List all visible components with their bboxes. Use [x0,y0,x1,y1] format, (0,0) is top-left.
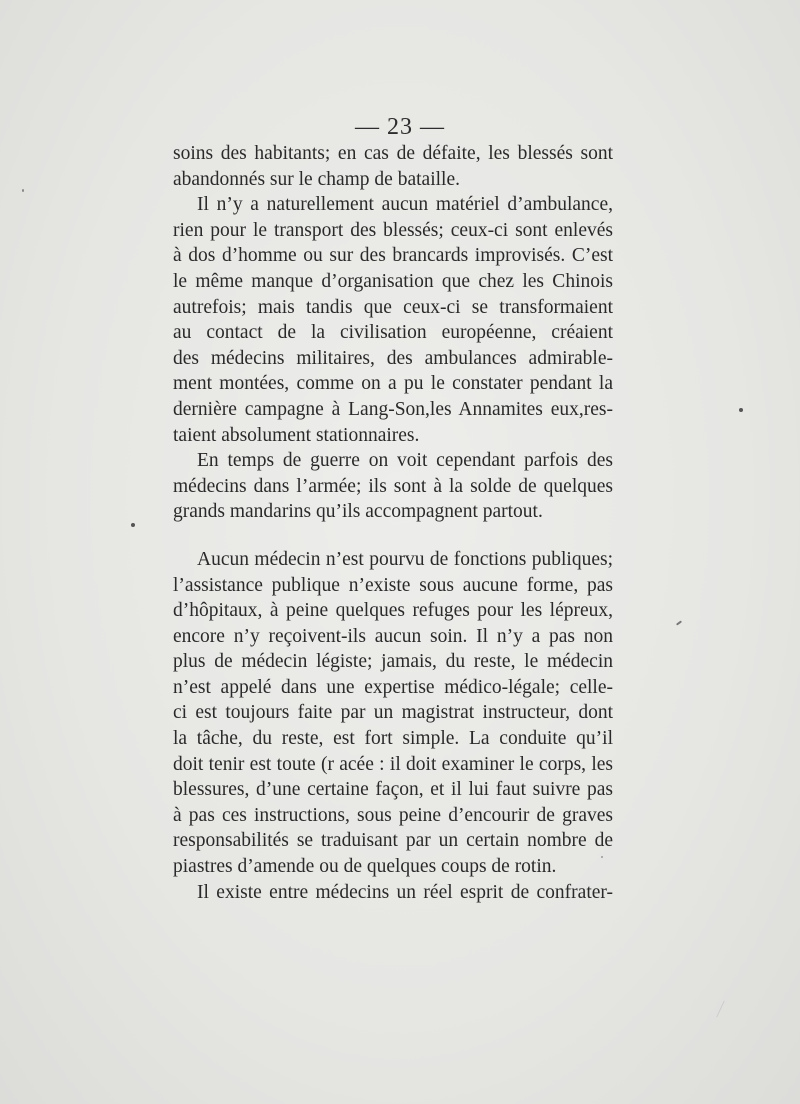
text-line: Aucun médecin n’est pourvu de fonctions publiques; [197,548,613,570]
text-line: autrefois; mais tandis que ceux-ci se transformaient [173,296,613,318]
text-line: la tâche, du reste, est fort simple. La conduite qu’il [173,728,613,750]
text-line: soins des habitants; en cas de défaite, les blessés sont [173,143,613,164]
text-line: n’est appelé dans une expertise médico-légale; celle- [173,676,613,698]
text-line: Il existe entre médecins un réel esprit de confrater- [197,881,613,903]
text-line: abandonnés sur le champ de bataille. [173,168,460,190]
text-line: plus de médecin légiste; jamais, du reste, le médecin [173,651,613,673]
text-line: à pas ces instructions, sous peine d’encourir de graves [173,804,613,826]
text-line: des médecins militaires, des ambulances admirable- [173,347,613,369]
paragraph-3 [173,448,613,525]
text-line: l’assistance publique n’existe sous aucune forme, pas [173,574,613,596]
paragraph-5 [173,880,613,906]
text-line: dernière campagne à Lang-Son,les Annamites eux,res- [173,398,613,420]
text-line: à dos d’homme ou sur des brancards improvisés. C’est [173,245,613,267]
paragraph-spacer [173,525,613,547]
text-line: En temps de guerre on voit cependant parfois des [197,450,613,472]
text-line: ci est toujours faite par un magistrat instructeur, dont [173,702,613,724]
text-line: blessures, d’une certaine façon, et il lui faut suivre pas [173,779,613,801]
ink-speck [131,523,135,527]
paragraph-1 [173,141,613,192]
text-line: taient absolument stationnaires. [173,424,420,446]
ink-speck [22,189,24,192]
body-text [173,141,613,905]
text-line: médecins dans l’armée; ils sont à la solde de quelques [173,475,613,497]
ink-speck [676,620,682,625]
text-line: au contact de la civilisation européenne, créaient [173,322,613,344]
paper-scratch [716,1001,725,1018]
text-line: piastres d’amende ou de quelques coups de rotin. [173,856,557,878]
text-line: d’hôpitaux, à peine quelques refuges pour les lépreux, [173,600,613,622]
text-line: responsabilités se traduisant par un certain nombre de [173,830,613,852]
ink-speck [739,408,743,412]
page-number: — 23 — [355,114,445,140]
text-line: ment montées, comme on a pu le constater pendant la [173,373,613,395]
text-line: encore n’y reçoivent-ils aucun soin. Il n’y a pas non [173,625,613,647]
text-line: grands mandarins qu’ils accompagnent partout. [173,501,543,523]
text-line: Il n’y a naturellement aucun matériel d’ambulance, [197,194,613,216]
ink-speck [601,856,603,858]
text-line: doit tenir est toute (r acée : il doit examiner le corps, les [173,753,613,775]
paragraph-2 [173,192,613,448]
paragraph-4 [173,547,613,880]
text-line: le même manque d’organisation que chez les Chinois [173,270,613,292]
text-line: rien pour le transport des blessés; ceux-ci sont enlevés [173,219,613,241]
